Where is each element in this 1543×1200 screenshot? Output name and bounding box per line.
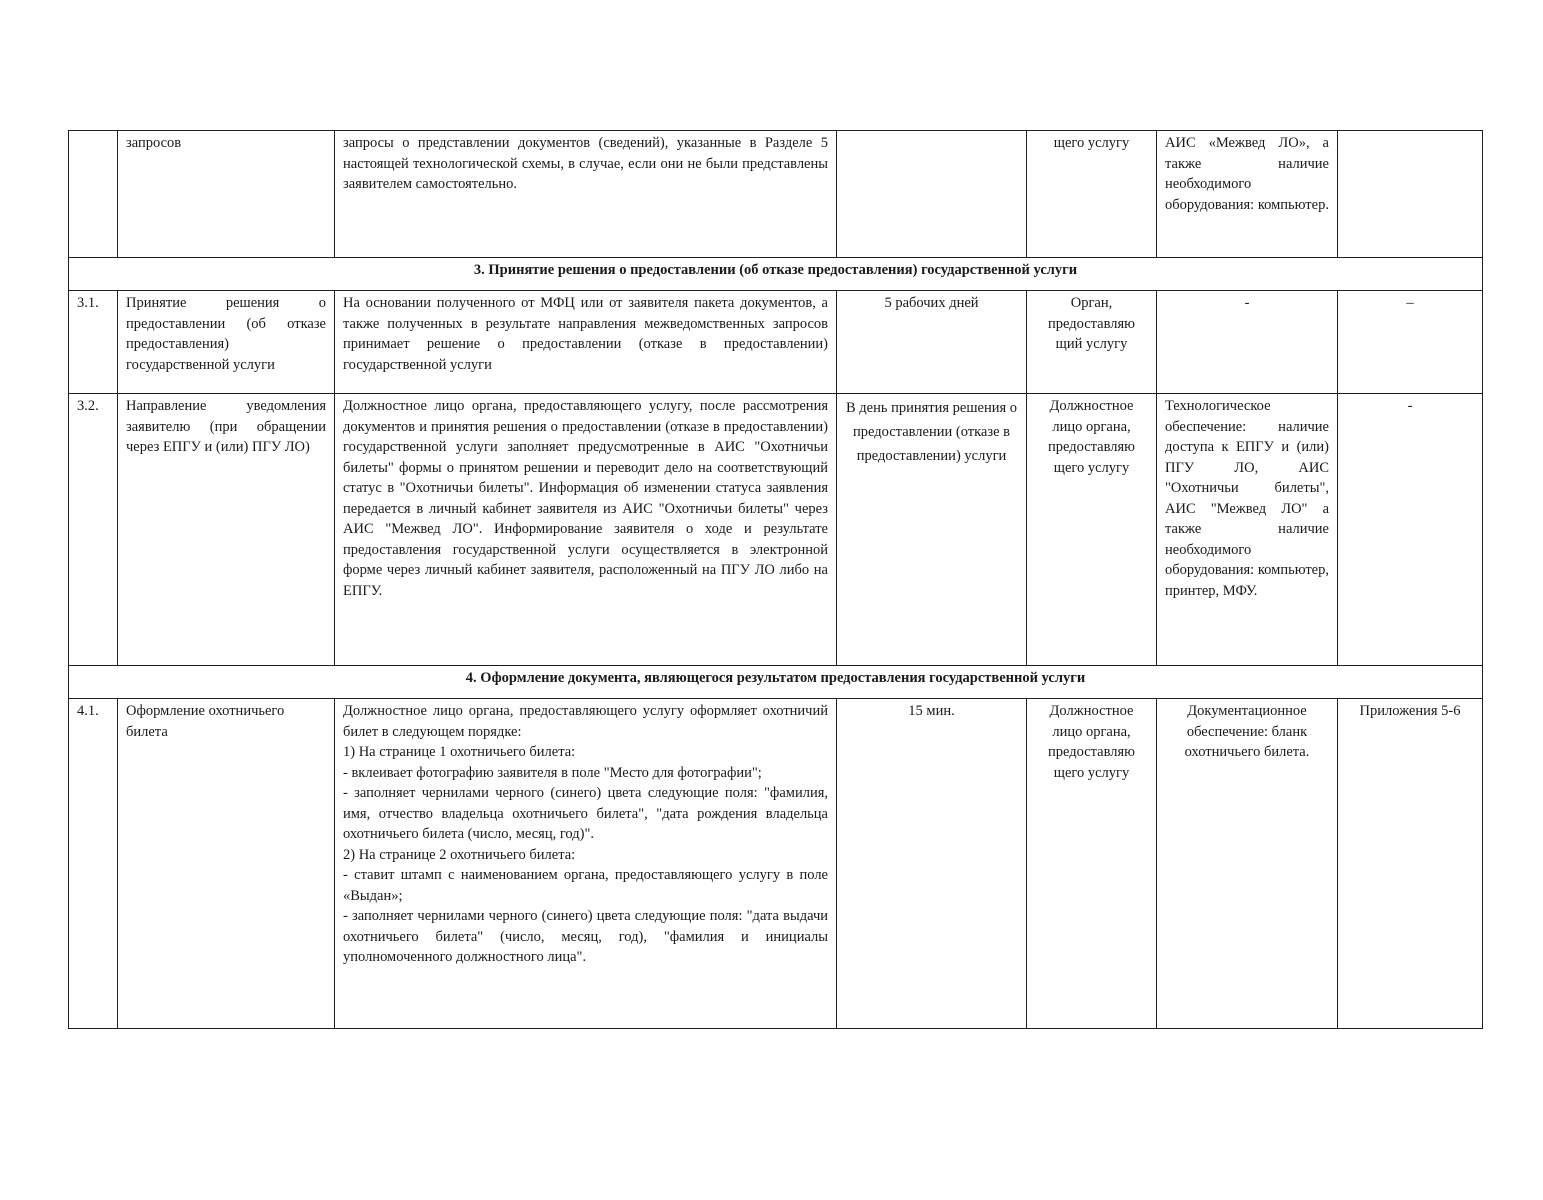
row-number-cell: 3.1. [69, 291, 118, 394]
procedure-forms-cell: Приложения 5-6 [1338, 699, 1483, 1029]
section-header-row-4 [69, 666, 1483, 699]
procedure-description-cell [335, 699, 837, 1029]
technology-scheme-table [68, 130, 1483, 1029]
description-line: - вклеивает фотографию заявителя в поле "Место для фотографии"; [343, 764, 762, 781]
description-line: - ставит штамп с наименованием органа, предоставляющего услугу в поле «Выдан»; [343, 867, 828, 904]
procedure-term-cell: 5 рабочих дней [837, 291, 1027, 394]
procedure-description-cell: На основании полученного от МФЦ или от заявителя пакета документов, а также полученных в результате направления межведомственных запросов принимает решение о предоставлении (отказе в предоставлении) государственной услуги [335, 291, 837, 394]
procedure-term-cell: 15 мин. [837, 699, 1027, 1029]
procedure-forms-cell: – [1338, 291, 1483, 394]
procedure-forms-cell [1338, 131, 1483, 258]
procedure-resources-cell: Документационное обеспечение: бланк охотничьего билета. [1157, 699, 1338, 1029]
row-number-cell: 4.1. [69, 699, 118, 1029]
section-3-title: 3. Принятие решения о предоставлении (об отказе предоставления) государственной услуги [69, 258, 1483, 291]
procedure-executor-cell: Орган, предоставляю щий услугу [1027, 291, 1157, 394]
procedure-executor-cell: щего услугу [1027, 131, 1157, 258]
table-row-3-2 [69, 394, 1483, 666]
procedure-name-cell: Направление уведомления заявителю (при обращении через ЕПГУ и (или) ПГУ ЛО) [118, 394, 335, 666]
procedure-name-cell: Оформление охотничьего билета [118, 699, 335, 1029]
row-number-cell [69, 131, 118, 258]
procedure-resources-cell: Технологическое обеспечение: наличие доступа к ЕПГУ и (или) ПГУ ЛО, АИС "Охотничьи билеты", АИС "Межвед ЛО" а также наличие необходимого оборудования: компьютер, принтер, МФУ. [1157, 394, 1338, 666]
procedure-forms-cell: - [1338, 394, 1483, 666]
description-line: Должностное лицо органа, предоставляющего услугу оформляет охотничий билет в следующем порядке: [343, 703, 828, 740]
row-number-cell: 3.2. [69, 394, 118, 666]
procedure-resources-cell: - [1157, 291, 1338, 394]
procedure-term-cell: В день принятия решения о предоставлении (отказе в предоставлении) услуги [837, 394, 1027, 666]
procedure-term-cell [837, 131, 1027, 258]
procedure-resources-cell: АИС «Межвед ЛО», а также наличие необходимого оборудования: компьютер. [1157, 131, 1338, 258]
procedure-name-cell: Принятие решения о предоставлении (об отказе предоставления) государственной услуги [118, 291, 335, 394]
procedure-description-cell: Должностное лицо органа, предоставляющего услугу, после рассмотрения документов и принятия решения о предоставлении (отказе в предоставлении) государственной услуги заполняет предусмотренные в АИС "Охотничьи билеты" формы о принятом решении и переводит дело на соответствующий статус в "Охотничьи билеты". Информация об изменении статуса заявления передается в личный кабинет заявителя из АИС "Охотничьи билеты" через АИС "Межвед ЛО". Информирование заявителя о ходе и результате предоставления государственной услуги осуществляется в электронной форме через личный кабинет заявителя, расположенный на ПГУ ЛО либо на ЕПГУ. [335, 394, 837, 666]
section-header-row-3 [69, 258, 1483, 291]
table-row-4-1 [69, 699, 1483, 1029]
description-line: 2) На странице 2 охотничьего билета: [343, 846, 576, 863]
procedure-name-cell: запросов [118, 131, 335, 258]
table-row-3-1 [69, 291, 1483, 394]
table-row-continuation [69, 131, 1483, 258]
description-line: - заполняет чернилами черного (синего) цвета следующие поля: "дата выдачи охотничьего билета" (число, месяц, год), "фамилия и инициалы уполномоченного должностного лица". [343, 908, 828, 965]
procedure-executor-cell: Должностное лицо органа, предоставляю щего услугу [1027, 394, 1157, 666]
description-line: - заполняет чернилами черного (синего) цвета следующие поля: "фамилия, имя, отчество владельца охотничьего билета", "дата рождения владельца охотничьего билета (число, месяц, год)". [343, 785, 828, 842]
procedure-description-cell: запросы о представлении документов (сведений), указанные в Разделе 5 настоящей технологической схемы, в случае, если они не были представлены заявителем самостоятельно. [335, 131, 837, 258]
description-line: 1) На странице 1 охотничьего билета: [343, 744, 576, 760]
procedure-executor-cell: Должностное лицо органа, предоставляю щего услугу [1027, 699, 1157, 1029]
section-4-title: 4. Оформление документа, являющегося результатом предоставления государственной услуги [69, 666, 1483, 699]
